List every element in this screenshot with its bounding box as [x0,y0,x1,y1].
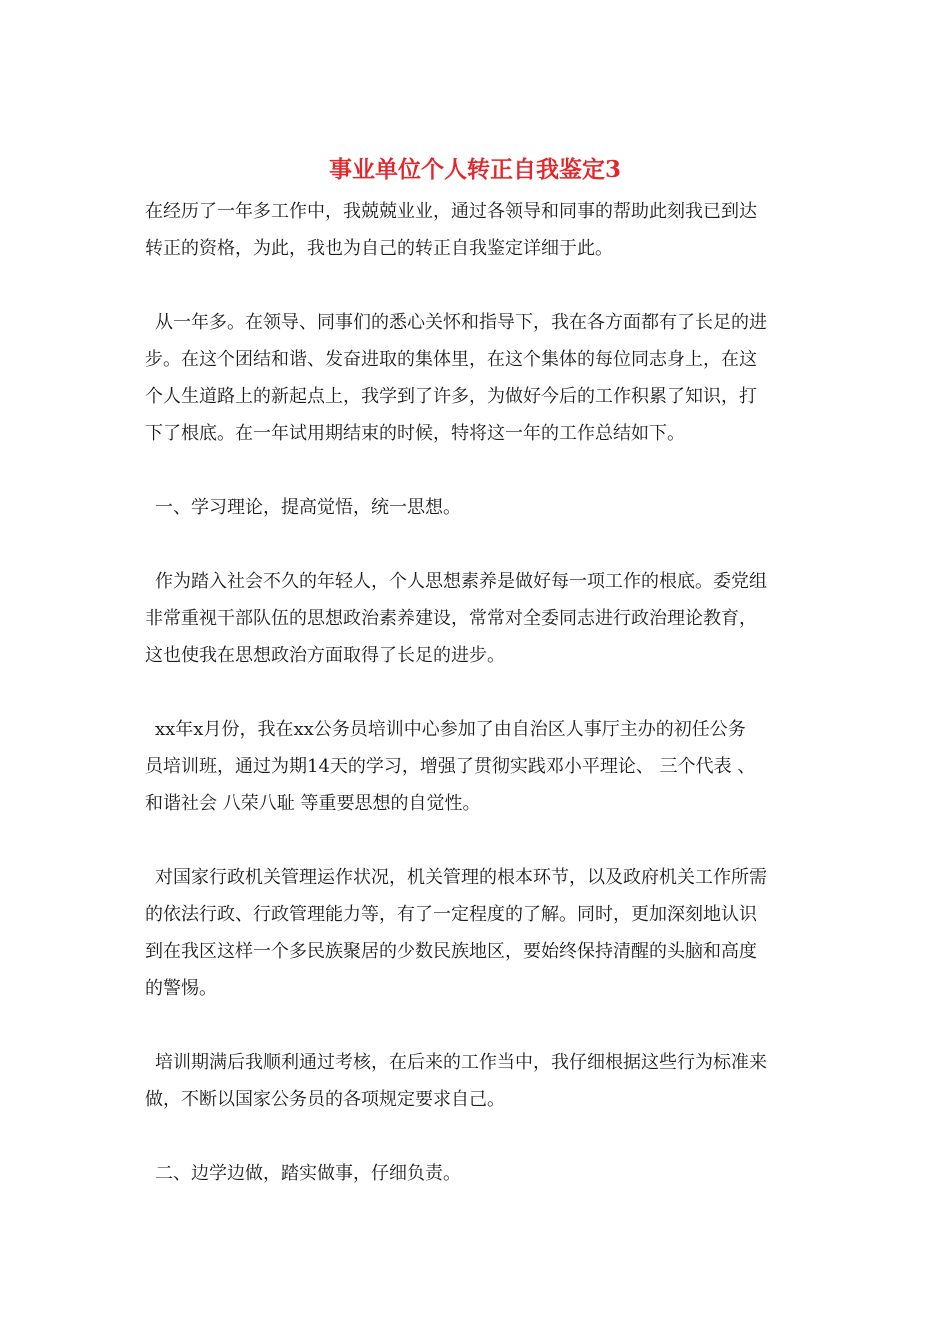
paragraph-line: 到在我区这样一个多民族聚居的少数民族地区，要始终保持清醒的头脑和高度 [145,941,757,962]
paragraph-line: 个人生道路上的新起点上，我学到了许多，为做好今后的工作积累了知识，打 [145,386,757,407]
document-body [145,193,813,1192]
paragraph-administration [145,859,813,1007]
paragraph-line: 和谐社会 八荣八耻 等重要思想的自觉性。 [145,793,481,814]
paragraph-line: 二、边学边做，踏实做事，仔细负责。 [155,1163,461,1184]
paragraph-line: 做，不断以国家公务员的各项规定要求自己。 [145,1089,505,1110]
paragraph-line: 对国家行政机关管理运作状况，机关管理的根本环节，以及政府机关工作所需 [155,867,767,888]
paragraph-line: 的依法行政、行政管理能力等，有了一定程度的了解。同时，更加深刻地认识 [145,904,757,925]
paragraph-line: xx年x月份，我在xx公务员培训中心参加了由自治区人事厅主办的初任公务 [155,719,746,740]
paragraph-ideology [145,563,813,674]
document-title: 事业单位个人转正自我鉴定3 [328,156,621,183]
paragraph-assessment [145,1044,813,1118]
paragraph-line: 员培训班，通过为期14天的学习，增强了贯彻实践邓小平理论、 三个代表 、 [145,756,756,777]
paragraph-line: 这也使我在思想政治方面取得了长足的进步。 [145,645,505,666]
paragraph-training [145,711,813,822]
paragraph-line: 下了根底。在一年试用期结束的时候，特将这一年的工作总结如下。 [145,423,685,444]
paragraph-line: 转正的资格，为此，我也为自己的转正自我鉴定详细于此。 [145,238,613,259]
paragraph-line: 步。在这个团结和谐、发奋进取的集体里，在这个集体的每位同志身上，在这 [145,349,757,370]
paragraph-line: 非常重视干部队伍的思想政治素养建设，常常对全委同志进行政治理论教育， [145,608,757,629]
section-heading-2 [145,1155,813,1192]
paragraph-line: 一、学习理论，提高觉悟，统一思想。 [155,497,461,518]
paragraph-line: 从一年多。在领导、同事们的悉心关怀和指导下，我在各方面都有了长足的进 [155,312,767,333]
paragraph-line: 的警惕。 [145,978,217,999]
paragraph-line: 培训期满后我顺利通过考核，在后来的工作当中，我仔细根据这些行为标准来 [155,1052,767,1073]
paragraph-intro [145,193,813,267]
paragraph-line: 作为踏入社会不久的年轻人，个人思想素养是做好每一项工作的根底。委党组 [155,571,767,592]
section-heading-1 [145,489,813,526]
paragraph-progress [145,304,813,452]
paragraph-line: 在经历了一年多工作中，我兢兢业业，通过各领导和同事的帮助此刻我已到达 [145,201,757,222]
